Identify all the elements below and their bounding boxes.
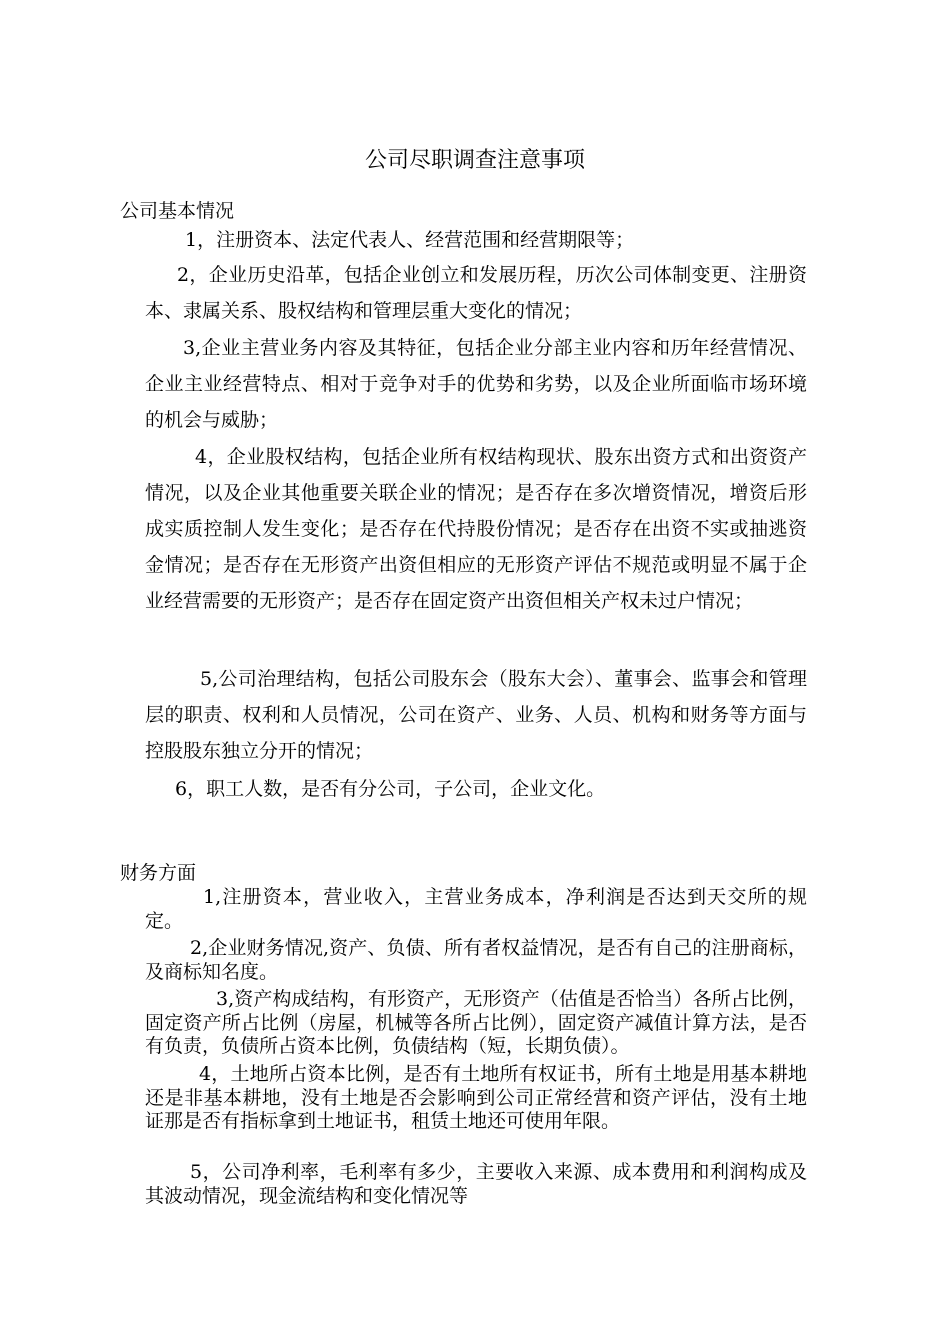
finance-item-5: 5，公司净利率，毛利率有多少，主要收入来源、成本费用和利润构成及其波动情况，现金流结构和变化情况等 bbox=[145, 1161, 807, 1207]
finance-item-3: 3,资产构成结构，有形资产，无形资产（估值是否恰当）各所占比例，固定资产所占比例（房屋，机械等各所占比例），固定资产减值计算方法，是否有负责，负债所占资本比例，负债结构（短，长期负债）。 bbox=[145, 988, 807, 1058]
basic-item-2: 2，企业历史沿革，包括企业创立和发展历程，历次公司体制变更、注册资本、隶属关系、股权结构和管理层重大变化的情况； bbox=[145, 264, 807, 322]
finance-item-1: 1,注册资本，营业收入，主营业务成本，净利润是否达到天交所的规定。 bbox=[145, 886, 807, 932]
basic-item-1: 1，注册资本、法定代表人、经营范围和经营期限等； bbox=[185, 229, 635, 251]
basic-item-4: 4，企业股权结构，包括企业所有权结构现状、股东出资方式和出资资产情况，以及企业其他重要关联企业的情况；是否存在多次增资情况，增资后形成实质控制人发生变化；是否存在代持股份情况；是否存在出资不实或抽逃资金情况；是否存在无形资产出资但相应的无形资产评估不规范或明显不属于企业经营需要的无形资产；是否存在固定资产出资但相关产权未过户情况； bbox=[145, 446, 807, 612]
basic-item-5: 5,公司治理结构，包括公司股东会（股东大会）、董事会、监事会和管理层的职责、权利和人员情况，公司在资产、业务、人员、机构和财务等方面与控股股东独立分开的情况； bbox=[145, 668, 807, 762]
finance-item-4: 4，土地所占资本比例，是否有土地所有权证书，所有土地是用基本耕地还是非基本耕地，没有土地是否会影响到公司正常经营和资产评估，没有土地证那是否有指标拿到土地证书，租赁土地还可使用年限。 bbox=[145, 1063, 807, 1133]
basic-item-3: 3,企业主营业务内容及其特征，包括企业分部主业内容和历年经营情况、企业主业经营特点、相对于竞争对手的优势和劣势，以及企业所面临市场环境的机会与威胁； bbox=[145, 337, 807, 431]
section-heading-basic: 公司基本情况 bbox=[120, 200, 235, 222]
basic-item-6: 6，职工人数，是否有分公司，子公司，企业文化。 bbox=[175, 778, 606, 800]
finance-item-2: 2,企业财务情况,资产、负债、所有者权益情况，是否有自己的注册商标，及商标知名度。 bbox=[145, 937, 807, 983]
document-title: 公司尽职调查注意事项 bbox=[364, 148, 585, 173]
section-heading-finance: 财务方面 bbox=[120, 862, 197, 884]
